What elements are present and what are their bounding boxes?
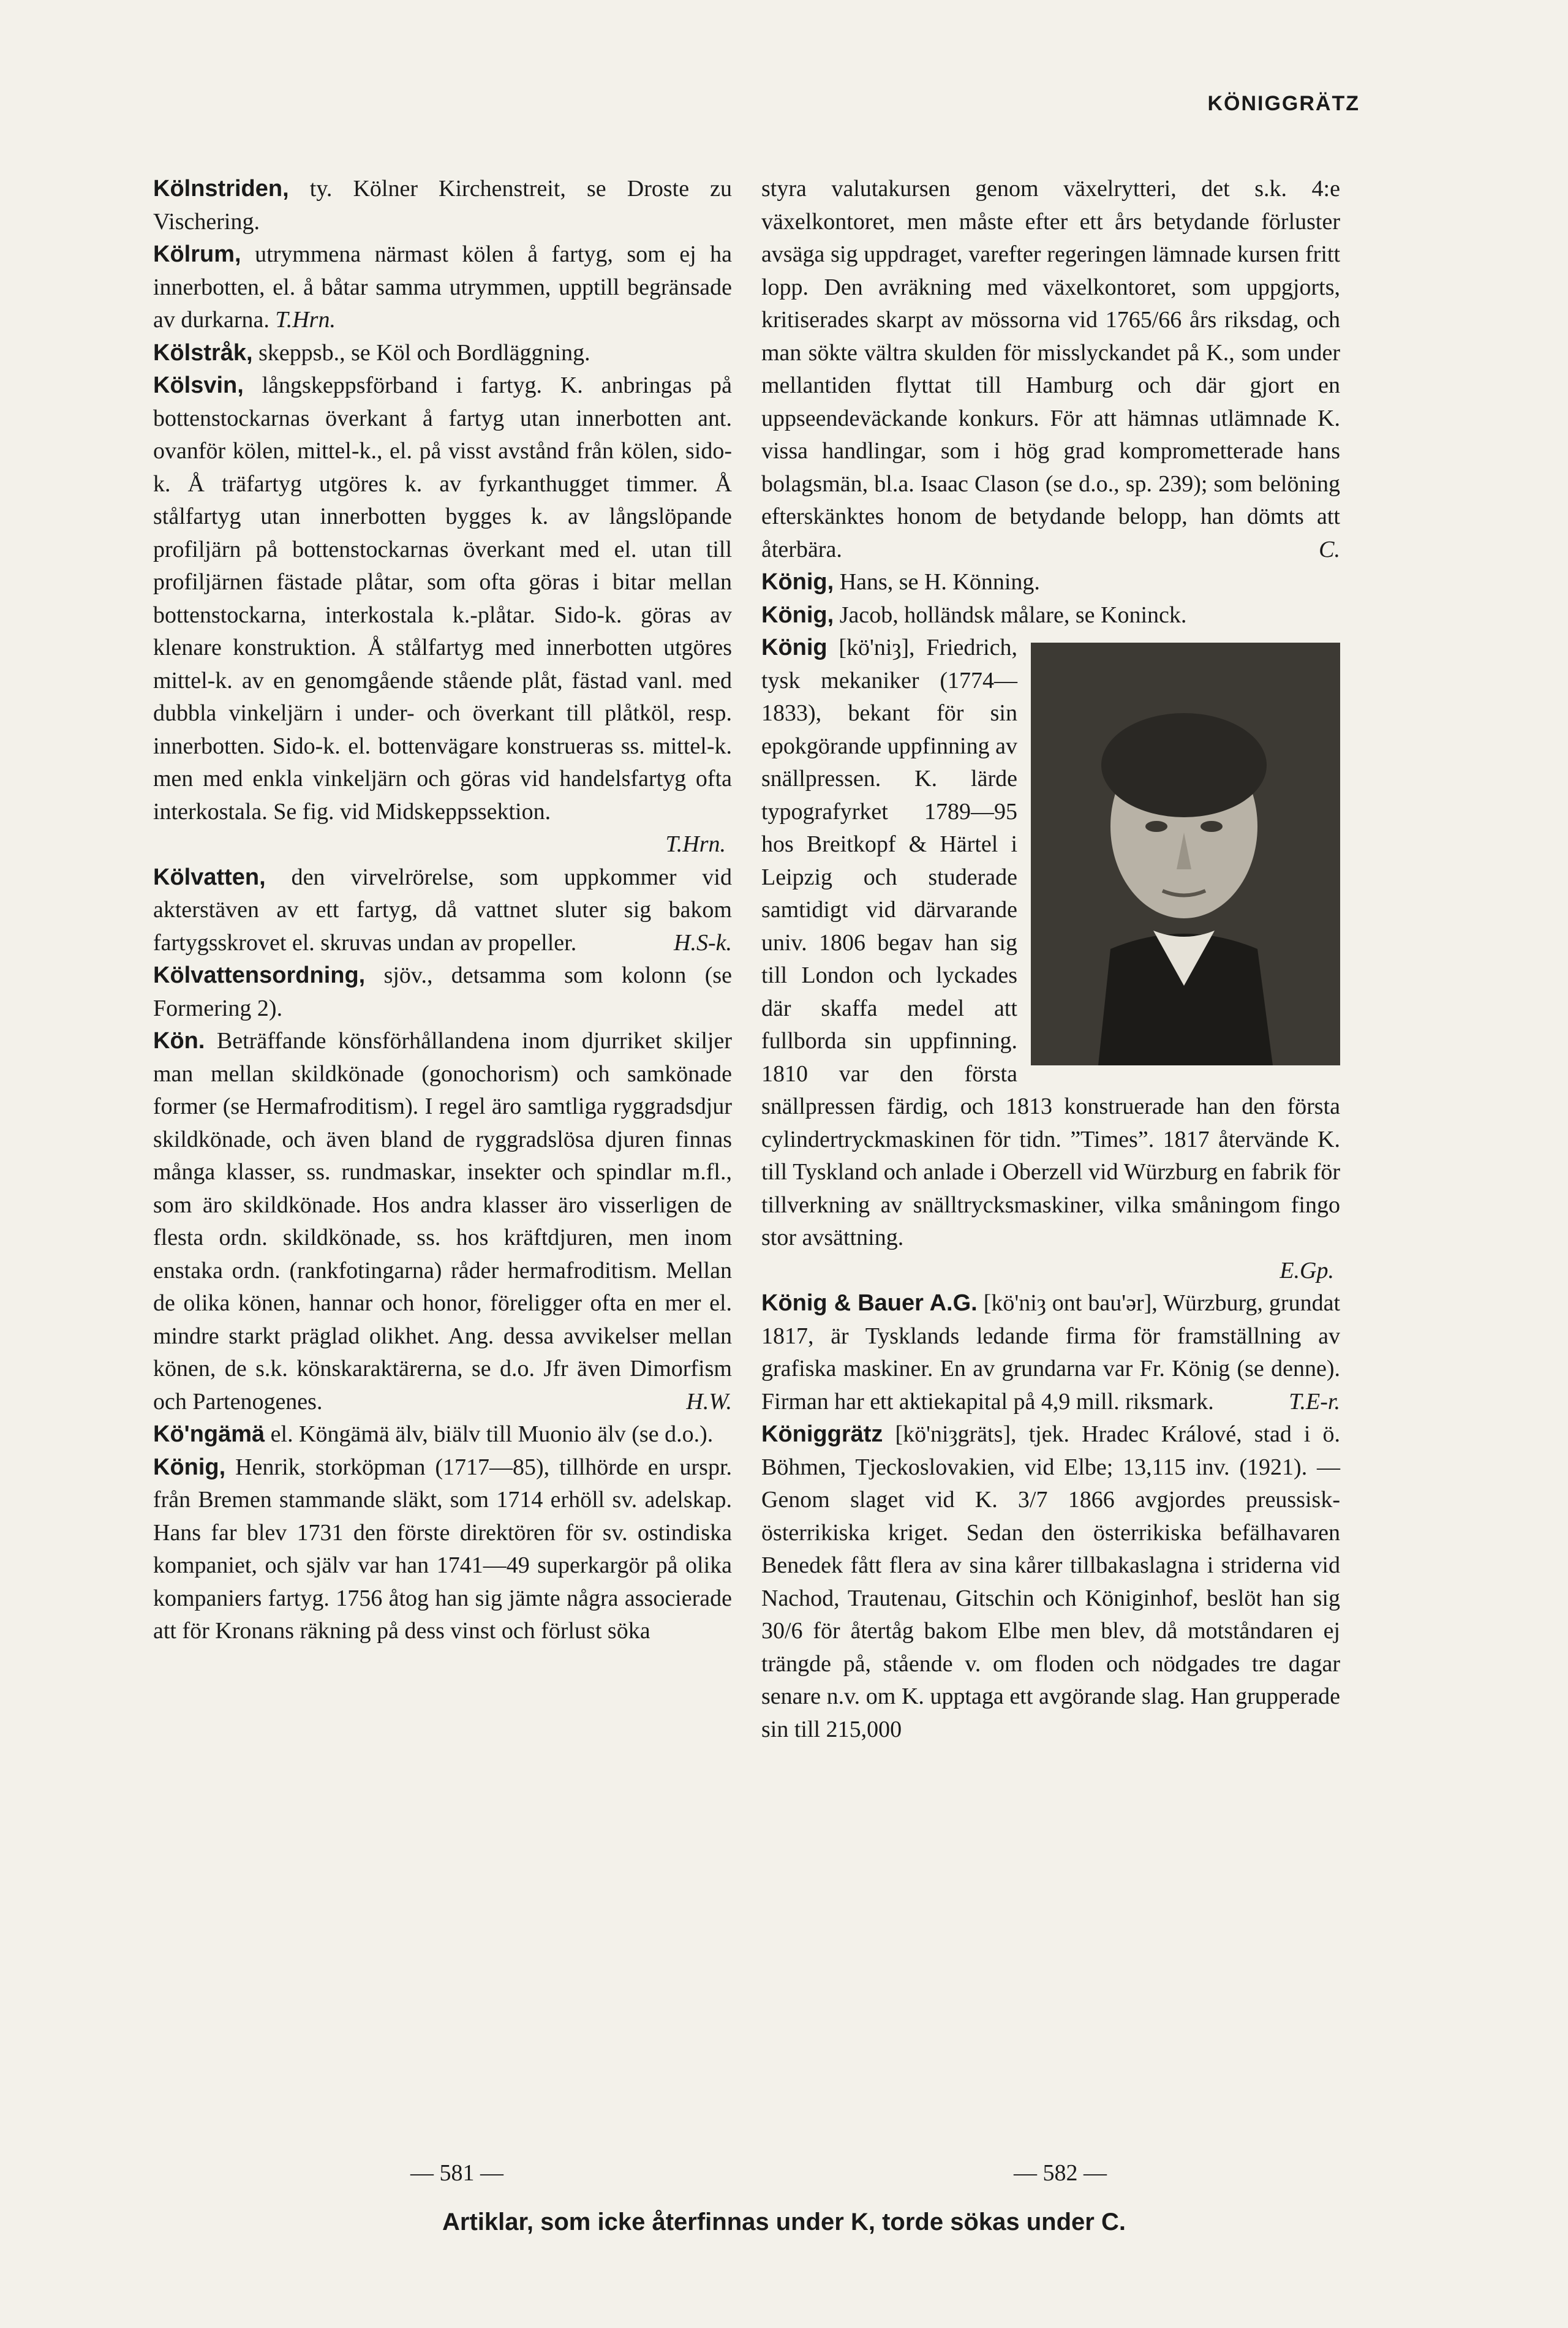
right-column: [761, 173, 1340, 1746]
footer-note: Artiklar, som icke återfinnas under K, torde sökas under C.: [442, 2209, 1126, 2235]
headword: Kö'ngämä: [153, 1421, 265, 1447]
entry-text: styra valutakursen genom växelrytteri, det s.k. 4:e växelkontoret, men måste efter ett års betydande förluster avsäga sig uppdraget, varefter regeringen lämnade kursen fritt lopp. Den avräkning med växelkontoret, som uppgjorts, kritiserades skarpt av mössorna vid 1765/66 års riksdag, och man sökte vältra skulden för misslyckandet på K., som under mellantiden flyttat till Hamburg och där gjort en uppseendeväckande konkurs. För att hämnas utlämnade K. vissa handlingar, som i hög grad komprometterade hans bolagsmän, bl.a. Isaac Clason (se d.o., sp. 239); som belöning efterskänktes honom de betydande belopp, han dömts att återbära.: [761, 176, 1340, 562]
page-number-left: — 581 —: [410, 2160, 503, 2186]
entry: [153, 1418, 732, 1451]
headword: Kölsvin,: [153, 372, 244, 398]
headword: Königgrätz: [761, 1421, 883, 1447]
headword: König,: [761, 602, 834, 628]
left-column: [153, 173, 732, 1648]
entry: [153, 959, 732, 1025]
page-number-right: — 582 —: [1014, 2160, 1107, 2186]
entry-text: Hans, se H. Könning.: [839, 569, 1040, 595]
entry: [153, 1025, 732, 1418]
signature: H.S-k.: [674, 929, 732, 956]
entry: [153, 369, 732, 861]
signature: T.E-r.: [1289, 1388, 1340, 1415]
entry: [153, 861, 732, 960]
entry-text: skeppsb., se Köl och Bordläggning.: [258, 339, 590, 366]
entry: [153, 238, 732, 337]
entry-with-portrait: [761, 632, 1340, 1287]
entry-text: Henrik, storköpman (1717—85), tillhörde en urspr. från Bremen stammande släkt, som 1714 erhöll sv. adelskap. Hans far blev 1731 den förste direktören för sv. ostindiska kompaniet, och själv var han 1741—49 superkargör på olika kompaniers fartyg. 1756 åtog han sig jämte några associerade att för Kronans räkning på dess vinst och förlust söka: [153, 1454, 732, 1644]
signature: E.Gp.: [1280, 1257, 1334, 1283]
entry: [761, 566, 1340, 599]
entry-text: utrymmena närmast kölen å fartyg, som ej ha innerbotten, el. å båtar samma utrymmen, upptill begränsade av durkarna.: [153, 241, 733, 333]
portrait-illustration: [1031, 643, 1340, 1065]
headword: Kölnstriden,: [153, 176, 289, 202]
headword: Kölvatten,: [153, 864, 266, 890]
entry-text: el. Köngämä älv, biälv till Muonio älv (se d.o.).: [270, 1421, 714, 1447]
running-head: KÖNIGGRÄTZ: [1207, 92, 1360, 115]
headword: Kön.: [153, 1028, 205, 1054]
portrait-image: [1031, 643, 1340, 1065]
entry: [153, 337, 732, 370]
headword: Kölvattensordning,: [153, 962, 366, 988]
headword: Kölstråk,: [153, 339, 253, 366]
signature: C.: [1319, 536, 1340, 562]
entry-text: Jacob, holländsk målare, se Koninck.: [839, 602, 1187, 628]
headword: König: [761, 635, 827, 660]
headword: König,: [153, 1454, 226, 1480]
entry-text: långskeppsförband i fartyg. K. anbringas på bottenstockarnas överkant å fartyg utan innerbotten ant. ovanför kölen, mittel-k., el. på visst avstånd från kölen, sido-k. Å träfartyg utgöres k. av fyrkanthugget timmer. Å stålfartyg utan innerbotten bygges k. av långslöpande profiljärn på bottenstockarnas överkant med el. utan till profiljärnen fästade plåtar, som ofta göras i bitar mellan bottenstockarna, interkostala k.-plåtar. Sido-k. göras av klenare konstruktion. Å stålfartyg med innerbotten utgöres mittel-k. av en genomgående stående plåt, fästad vanl. med dubbla vinkeljärn i under- och överkant till plåtköl, resp. innerbotten. Sido-k. el. bottenvägare konstrueras ss. mittel-k. men med enkla vinkeljärn och göras vid handelsfartyg ofta interkostala. Se fig. vid Midskeppssektion.: [153, 372, 733, 825]
entry-text: Beträffande könsförhållandena inom djurriket skiljer man mellan skildkönade (gonochorism) och samkönade former (se Hermafroditism). I regel äro samtliga ryggradsdjur skildkönade, och även bland de ryggradslösa djuren finnas många klasser, ss. rundmaskar, insekter och spindlar m.fl., som äro skildkönade. Hos andra klasser äro visserligen de flesta ordn. skildkönade, ss. hos kräftdjuren, men inom enstaka ordn. (rankfotingarna) råder hermafroditism. Mellan de olika könen, hannar och honor, föreligger ofta en mer el. mindre starkt präglad olikhet. Ang. dessa avvikelser mellan könen, de s.k. könskaraktärerna, se d.o. Jfr även Dimorfism och Partenogenes.: [153, 1028, 733, 1415]
signature: T.Hrn.: [275, 307, 336, 333]
entry: [153, 1451, 732, 1648]
entry-text: ty. Kölner Kirchenstreit, se Droste zu Vischering.: [153, 176, 733, 235]
entry-text: den virvelrörelse, som uppkommer vid akterstäven av ett fartyg, då vattnet sluter sig bakom fartygsskrovet el. skruvas undan av propeller.: [153, 864, 732, 956]
entry-text: [kö'niȝ ont bau'ər], Würzburg, grundat 1817, är Tysklands ledande firma för framställning av grafiska maskiner. En av grundarna var Fr. König (se denne). Firman har ett aktiekapital på 4,9 mill. riksmark.: [761, 1290, 1341, 1415]
signature: H.W.: [686, 1388, 732, 1415]
entry-text: [kö'ni⁠ȝ], Friedrich, tysk mekaniker (1774—1833), bekant för sin epokgörande uppfinning av snällpressen. K. lärde typografyrket 1789—95 hos Breitkopf & Härtel i Leipzig och studerade samtidigt vid därvarande univ. 1806 begav han sig till London och lyckades där skaffa medel att fullborda sin uppfinning. 1810 var den första snällpressen färdig, och 1813 konstruerade han den första cylindertryckmaskinen för tidn. ”Times”. 1817 återvände K. till Tyskland och anlade i Oberzell vid Würzburg en fabrik för tillverkning av snälltrycksmaskiner, vilka småningom fingo stor avsättning.: [761, 635, 1340, 1250]
entry-text: sjöv., detsamma som kolonn (se Formering 2).: [153, 962, 732, 1021]
entry: [153, 173, 732, 238]
signature: T.Hrn.: [665, 831, 726, 857]
headword: König,: [761, 569, 834, 595]
entry-text: [kö'niȝgräts], tjek. Hradec Králové, stad i ö. Böhmen, Tjeckoslovakien, vid Elbe; 13,115 inv. (1921). — Genom slaget vid K. 3/7 1866 avgjordes preussisk-österrikiska kriget. Sedan den österrikiska befälhavaren Benedek fått flera av sina kårer tillbakaslagna i striderna vid Nachod, Trautenau, Gitschin och Königinhof, beslöt han sig 30/6 för återtåg bakom Elbe men blev, då motståndaren ej trängde på, stående v. om floden och nödgades tre dagar senare n.v. om K. upptaga ett avgörande slag. Han grupperade sin till 215,000: [761, 1421, 1340, 1742]
entry: [761, 1287, 1340, 1418]
entry: [761, 1418, 1340, 1746]
headword: Kölrum,: [153, 241, 241, 267]
entry: [761, 599, 1340, 632]
headword: König & Bauer A.G.: [761, 1290, 978, 1316]
entry-continuation: [761, 173, 1340, 566]
